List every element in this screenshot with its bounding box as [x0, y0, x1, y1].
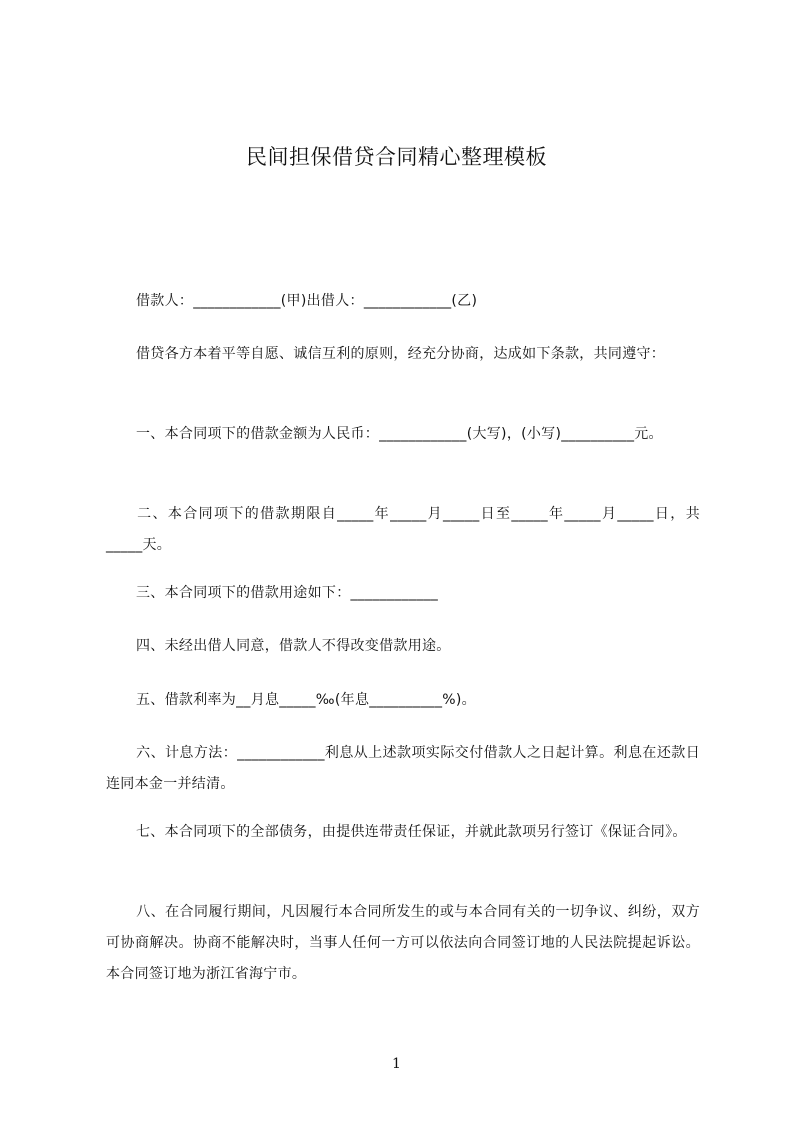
parties-text: 借款人：____________(甲)出借人：____________(乙) — [136, 293, 478, 309]
parties-line — [106, 286, 700, 317]
preamble-paragraph — [106, 339, 700, 370]
clause-7-text: 七、本合同项下的全部债务，由提供连带责任保证，并就此款项另行签订《保证合同》。 — [136, 824, 687, 840]
clause-3-text: 三、本合同项下的借款用途如下：____________ — [136, 585, 439, 601]
clause-7 — [106, 817, 700, 848]
document-title: 民间担保借贷合同精心整理模板 — [246, 145, 547, 169]
clause-5 — [106, 685, 700, 716]
clause-2 — [106, 499, 700, 561]
clause-2-text: 二、本合同项下的借款期限自_____年_____月_____日至_____年_____月_____日，共_____天。 — [106, 506, 700, 553]
clause-3 — [106, 578, 700, 609]
clause-6-text: 六、计息方法：____________利息从上述款项实际交付借款人之日起计算。利息在还款日连同本金一并结清。 — [106, 745, 700, 792]
clause-5-text: 五、借款利率为__月息_____‰(年息__________%)。 — [136, 692, 476, 708]
clause-1-text: 一、本合同项下的借款金额为人民币：____________(大写)，(小写)__________元。 — [136, 426, 663, 442]
clause-4-text: 四、未经出借人同意，借款人不得改变借款用途。 — [136, 638, 451, 654]
clause-6 — [106, 738, 700, 800]
clause-8 — [106, 897, 700, 990]
page-number: 1 — [392, 1056, 401, 1072]
clause-1 — [106, 419, 700, 450]
clause-8-text: 八、在合同履行期间，凡因履行本合同所发生的或与本合同有关的一切争议、纠纷，双方可协商解决。协商不能解决时，当事人任何一方可以依法向合同签订地的人民法院提起诉讼。本合同签订地为浙江省海宁市。 — [106, 904, 700, 982]
preamble-text: 借贷各方本着平等自愿、诚信互利的原则，经充分协商，达成如下条款，共同遵守： — [136, 346, 666, 362]
clause-4 — [106, 631, 700, 662]
